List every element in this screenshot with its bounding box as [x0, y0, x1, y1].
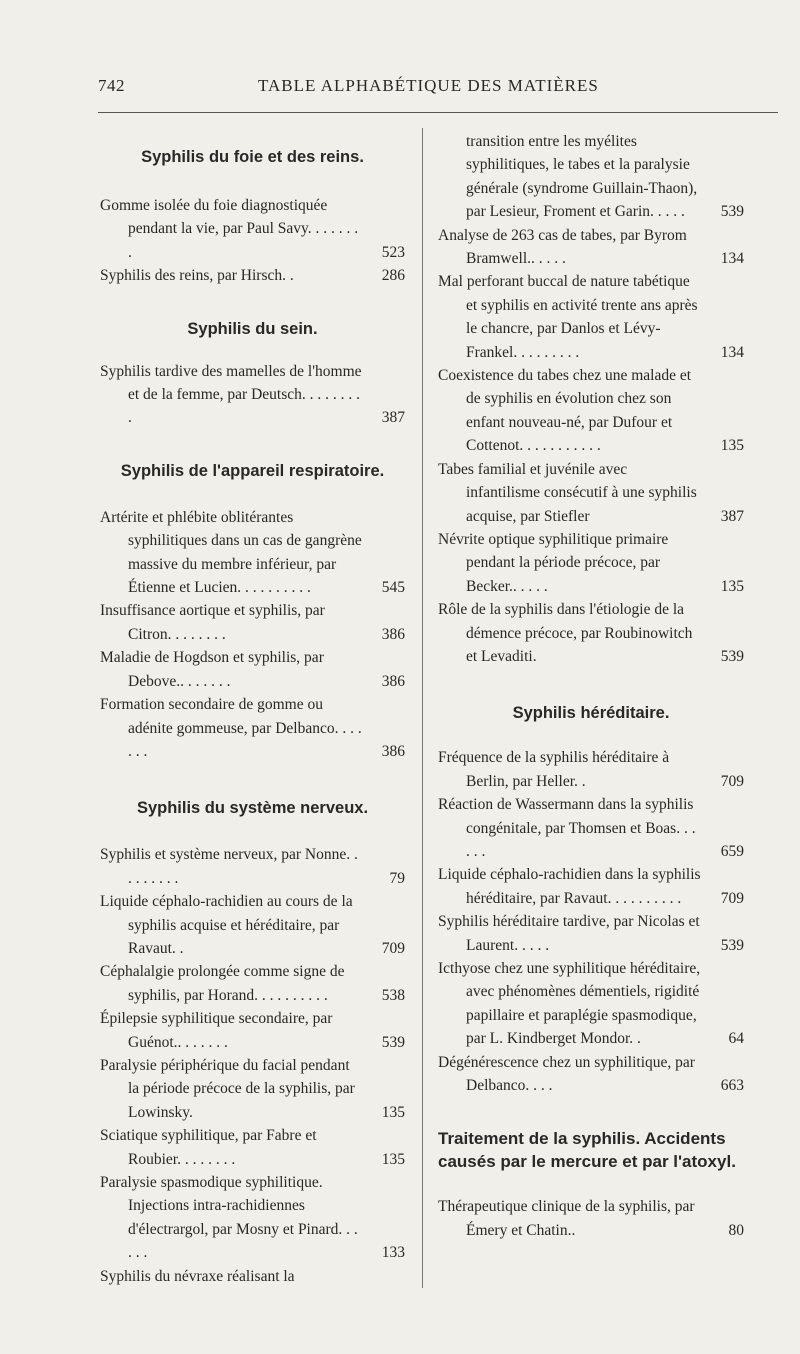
section-heading: Syphilis de l'appareil respiratoire.	[120, 461, 385, 480]
entry-page: 539	[720, 203, 744, 221]
entry-text: Névrite optique syphilitique primaire pendant la période précoce, par Becker.. . . . .	[438, 530, 669, 595]
running-header	[98, 76, 778, 98]
entry-page: 135	[720, 437, 744, 455]
index-entry	[438, 1195, 744, 1242]
index-entry	[100, 890, 405, 960]
entry-text: Paralysie spasmodique syphilitique. Injections intra-rachidiennes d'électrargol, par Mosny et Pinard. . . . . .	[100, 1174, 358, 1262]
entry-text: Paralysie périphérique du facial pendant la période précoce de la syphilis, par Lowinsky.	[100, 1056, 355, 1121]
entry-page: 135	[381, 1150, 405, 1168]
entry-text: Thérapeutique clinique de la syphilis, par Émery et Chatin..	[438, 1198, 695, 1239]
entry-page: 79	[389, 869, 405, 887]
entry-page: 133	[381, 1244, 405, 1262]
entry-page: 135	[381, 1103, 405, 1121]
entry-text: Liquide céphalo-rachidien dans la syphilis héréditaire, par Ravaut. . . . . . . . . .	[438, 866, 701, 907]
entry-text: Analyse de 263 cas de tabes, par Byrom Bramwell.. . . . .	[438, 226, 687, 268]
entry-text: Maladie de Hogdson et syphilis, par Debove.. . . . . . .	[100, 649, 324, 690]
entry-text: Formation secondaire de gomme ou adénite gommeuse, par Delbanco. . . . . . .	[100, 696, 362, 760]
entry-text: Syphilis héréditaire tardive, par Nicolas et Laurent. . . . .	[438, 913, 700, 954]
index-entry	[100, 506, 405, 600]
header-rule	[98, 112, 778, 113]
entry-page: 134	[720, 343, 744, 361]
entry-text: Dégénérescence chez un syphilitique, par Delbanco. . . .	[438, 1053, 695, 1095]
entry-text: Céphalalgie prolongée comme signe de syphilis, par Horand. . . . . . . . . .	[100, 963, 345, 1004]
entry-page: 386	[381, 742, 405, 760]
page-number: 742	[98, 76, 125, 95]
index-entry	[438, 528, 744, 598]
section-heading: Syphilis du système nerveux.	[136, 799, 369, 818]
index-entry	[438, 746, 744, 793]
index-entry	[100, 1124, 405, 1171]
index-entry	[100, 194, 405, 264]
index-entry	[100, 960, 405, 1007]
entry-text: Syphilis du névraxe réalisant la	[100, 1267, 295, 1285]
entry-page: 709	[720, 889, 744, 907]
entry-page: 659	[720, 842, 744, 860]
section-heading: Syphilis héréditaire.	[512, 704, 670, 723]
entry-page: 64	[728, 1030, 744, 1048]
entry-page: 286	[381, 267, 405, 285]
index-entry	[100, 646, 405, 693]
index-entry	[438, 863, 744, 910]
index-entry	[100, 1007, 405, 1054]
index-entry	[438, 458, 744, 528]
entry-page: 709	[381, 939, 405, 957]
left-column	[100, 130, 405, 1288]
entry-text: transition entre les myélites syphilitiques, le tabes et la paralysie générale (syndrome Guillain-Thaon), par Lesieur, Froment et Garin. . . . .	[466, 133, 698, 221]
entry-text: Gomme isolée du foie diagnostiquée pendant la vie, par Paul Savy. . . . . . . .	[100, 197, 359, 261]
entry-text: Épilepsie syphilitique secondaire, par Guénot.. . . . . . .	[100, 1010, 333, 1051]
index-entry	[100, 1171, 405, 1265]
entry-text: Icthyose chez une syphilitique héréditaire, avec phénomènes démentiels, rigidité papillaire et paraplégie spasmodique, par L. Kindberget Mondor. .	[438, 960, 701, 1048]
index-entry	[100, 693, 405, 763]
entry-text: Coexistence du tabes chez une malade et de syphilis en évolution chez son enfant nouveau-né, par Dufour et Cottenot. . . . . . . . . . .	[438, 367, 692, 455]
entry-text: Réaction de Wassermann dans la syphilis congénitale, par Thomsen et Boas. . . . . .	[438, 796, 696, 860]
entry-text: Fréquence de la syphilis héréditaire à Berlin, par Heller. .	[438, 749, 670, 790]
entry-text: Tabes familial et juvénile avec infantilisme consécutif à une syphilis acquise, par Stiefler	[438, 460, 697, 525]
index-entry	[100, 599, 405, 646]
entry-page: 663	[720, 1077, 744, 1095]
running-title: TABLE ALPHABÉTIQUE DES MATIÈRES	[258, 76, 599, 95]
entry-text: Syphilis tardive des mamelles de l'homme et de la femme, par Deutsch. . . . . . . . .	[100, 362, 362, 427]
entry-text: Liquide céphalo-rachidien au cours de la syphilis acquise et héréditaire, par Ravaut. .	[100, 893, 353, 957]
index-entry	[438, 130, 744, 224]
entry-page: 386	[381, 672, 405, 690]
index-entry	[438, 270, 744, 364]
entry-page: 545	[381, 579, 405, 597]
section-heading: Traitement de la syphilis. Accidents causés par le mercure et par l'atoxyl.	[438, 1129, 736, 1172]
entry-page: 538	[381, 986, 405, 1004]
entry-page: 539	[720, 936, 744, 954]
entry-text: Artérite et phlébite oblitérantes syphilitiques dans un cas de gangrène massive du membre inférieur, par Étienne et Lucien. . . . . . . . . .	[100, 508, 362, 597]
index-entry	[100, 843, 405, 890]
index-entry	[100, 360, 405, 430]
index-entry	[100, 1265, 405, 1288]
index-entry	[438, 224, 744, 271]
index-entry	[438, 793, 744, 863]
entry-page: 80	[728, 1221, 744, 1239]
entry-page: 539	[720, 647, 744, 665]
entry-text: Mal perforant buccal de nature tabétique et syphilis en activité trente ans après le chancre, par Danlos et Lévy-Frankel. . . . . . . . .	[438, 273, 698, 361]
entry-page: 134	[720, 250, 744, 268]
entry-text: Syphilis des reins, par Hirsch. .	[100, 267, 294, 285]
column-divider	[422, 128, 423, 1288]
entry-page: 387	[720, 507, 744, 525]
entry-page: 386	[381, 625, 405, 643]
index-entry	[100, 264, 405, 287]
entry-text: Insuffisance aortique et syphilis, par Citron. . . . . . . .	[100, 602, 325, 643]
section-heading: Syphilis du foie et des reins.	[141, 148, 364, 166]
entry-page: 387	[381, 409, 405, 427]
entry-page: 539	[381, 1033, 405, 1051]
right-column	[438, 130, 744, 1242]
entry-text: Sciatique syphilitique, par Fabre et Roubier. . . . . . . .	[100, 1127, 317, 1168]
entry-text: Rôle de la syphilis dans l'étiologie de la démence précoce, par Roubinowitch et Levaditi.	[438, 601, 693, 665]
index-entry	[438, 364, 744, 458]
index-entry	[438, 957, 744, 1051]
entry-page: 135	[720, 577, 744, 595]
entry-page: 523	[381, 243, 405, 261]
index-entry	[438, 598, 744, 668]
index-entry	[438, 910, 744, 957]
entry-text: Syphilis et système nerveux, par Nonne. . . . . . . . .	[100, 846, 358, 887]
index-entry	[438, 1051, 744, 1098]
index-entry	[100, 1054, 405, 1124]
entry-page: 709	[720, 772, 744, 790]
section-heading: Syphilis du sein.	[187, 319, 318, 338]
